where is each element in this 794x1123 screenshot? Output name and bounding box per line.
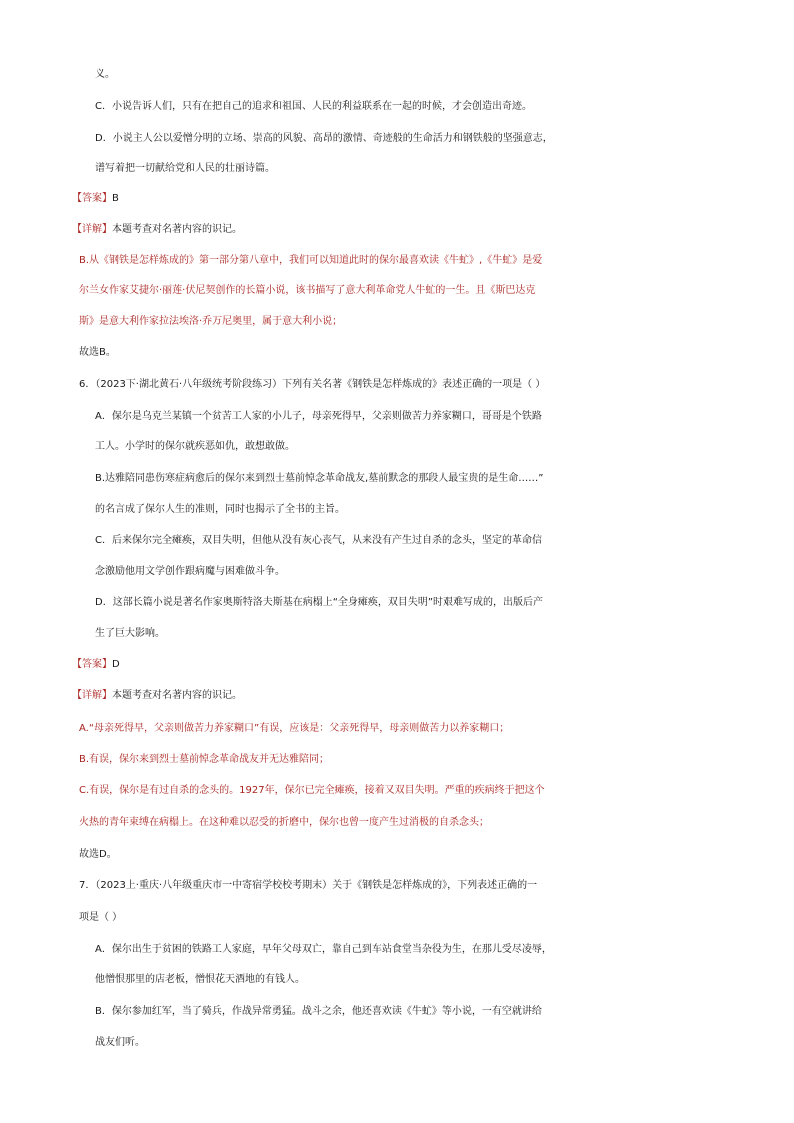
q6-option-d-line2: 生了巨大影响。 — [95, 628, 165, 639]
q5-explanation-line1: B.从《钢铁是怎样炼成的》第一部分第八章中，我们可以知道此时的保尔最喜欢读《牛虻》,《牛虻》是爱 — [79, 255, 543, 266]
q6-conclusion: 故选D。 — [79, 849, 117, 860]
q5-option-c: C．小说告诉人们，只有在把自己的追求和祖国、人民的利益联系在一起的时候，才会创造出奇迹。 — [95, 101, 532, 112]
detail-text: 本题考查对名著内容的识记。 — [112, 224, 242, 235]
answer-value: D — [112, 659, 120, 670]
q5-explanation-line2: 尔兰女作家艾捷尔·丽莲·伏尼契创作的长篇小说，该书描写了意大利革命党人牛虻的一生。且《斯巴达克 — [79, 285, 536, 296]
q7-option-b-line1: B．保尔参加红军，当了骑兵，作战异常勇猛。战斗之余，他还喜欢读《牛虻》等小说，一有空就讲给 — [95, 1006, 542, 1017]
q7-option-a-line1: A．保尔出生于贫困的铁路工人家庭，早年父母双亡，靠自己到车站食堂当杂役为生，在那儿受尽凌辱， — [95, 944, 552, 955]
answer-label: 【答案】 — [72, 659, 112, 670]
q6-option-c-line2: 念激励他用文学创作跟病魔与困难做斗争。 — [95, 566, 285, 577]
q5-explanation-line3: 斯》是意大利作家拉法埃洛·乔万尼奥里，属于意大利小说； — [79, 316, 343, 327]
q6-option-a-line2: 工人。小学时的保尔就疾恶如仇，敢想敢做。 — [95, 441, 295, 452]
q5-option-d-line2: 谱写着把一切献给党和人民的壮丽诗篇。 — [95, 163, 275, 174]
q6-option-d-line1: D．这部长篇小说是著名作家奥斯特洛夫斯基在病榻上“全身瘫痪，双目失明”时艰难写成的，出版后产 — [95, 597, 544, 608]
q6-explanation-line2: B.有误，保尔来到烈士墓前悼念革命战友并无达雅陪同； — [79, 754, 330, 765]
q6-explanation-line1: A.“母亲死得早，父亲则做苦力养家糊口”有误，应该是：父亲死得早，母亲则做苦力以养家糊口； — [79, 723, 510, 734]
q6-option-b-line1: B.达雅陪同患伤寒症病愈后的保尔来到烈士墓前悼念革命战友,墓前默念的那段人最宝贵的是生命……” — [95, 473, 544, 484]
q5-option-b-tail: 义。 — [95, 69, 115, 80]
detail-label: 【详解】 — [72, 224, 112, 235]
q6-answer — [0, 655, 794, 675]
q7-option-b-line2: 战友们听。 — [95, 1037, 145, 1048]
q5-detail — [0, 220, 794, 240]
q6-option-a-line1: A．保尔是乌克兰某镇一个贫苦工人家的小儿子，母亲死得早，父亲则做苦力养家糊口，哥哥是个铁路 — [95, 411, 542, 422]
answer-value: B — [112, 193, 119, 204]
q7-stem-line1: 7．（2023上·重庆·八年级重庆市一中寄宿学校校考期末）关于《钢铁是怎样炼成的》，下列表述正确的一 — [79, 880, 538, 891]
q7-stem-line2: 项是（ ） — [79, 912, 123, 923]
q6-detail — [0, 686, 794, 706]
q6-explanation-line3: C.有误，保尔是有过自杀的念头的。1927年，保尔已完全瘫痪，接着又双目失明。严重的疾病终于把这个 — [79, 785, 545, 796]
q6-explanation-line4: 火热的青年束缚在病榻上。在这种难以忍受的折磨中，保尔也曾一度产生过消极的自杀念头； — [79, 817, 489, 828]
q6-option-b-line2: 的名言成了保尔人生的准则，同时也揭示了全书的主旨。 — [95, 504, 345, 515]
q5-option-d-line1: D．小说主人公以爱憎分明的立场、崇高的风貌、高昂的激情、奇迹般的生命活力和钢铁般的坚强意志， — [95, 133, 553, 144]
q6-option-c-line1: C．后来保尔完全瘫痪，双目失明，但他从没有灰心丧气，从来没有产生过自杀的念头，坚定的革命信 — [95, 535, 542, 546]
detail-label: 【详解】 — [72, 690, 112, 701]
answer-label: 【答案】 — [72, 193, 112, 204]
q5-conclusion: 故选B。 — [79, 347, 116, 358]
detail-text: 本题考查对名著内容的识记。 — [112, 690, 242, 701]
q6-stem: 6．（2023下·湖北黄石·八年级统考阶段练习）下列有关名著《钢铁是怎样炼成的》表述正确的一项是（ ） — [79, 379, 546, 390]
q7-option-a-line2: 他憎恨那里的店老板，憎恨花天酒地的有钱人。 — [95, 974, 305, 985]
q5-answer — [0, 189, 794, 209]
